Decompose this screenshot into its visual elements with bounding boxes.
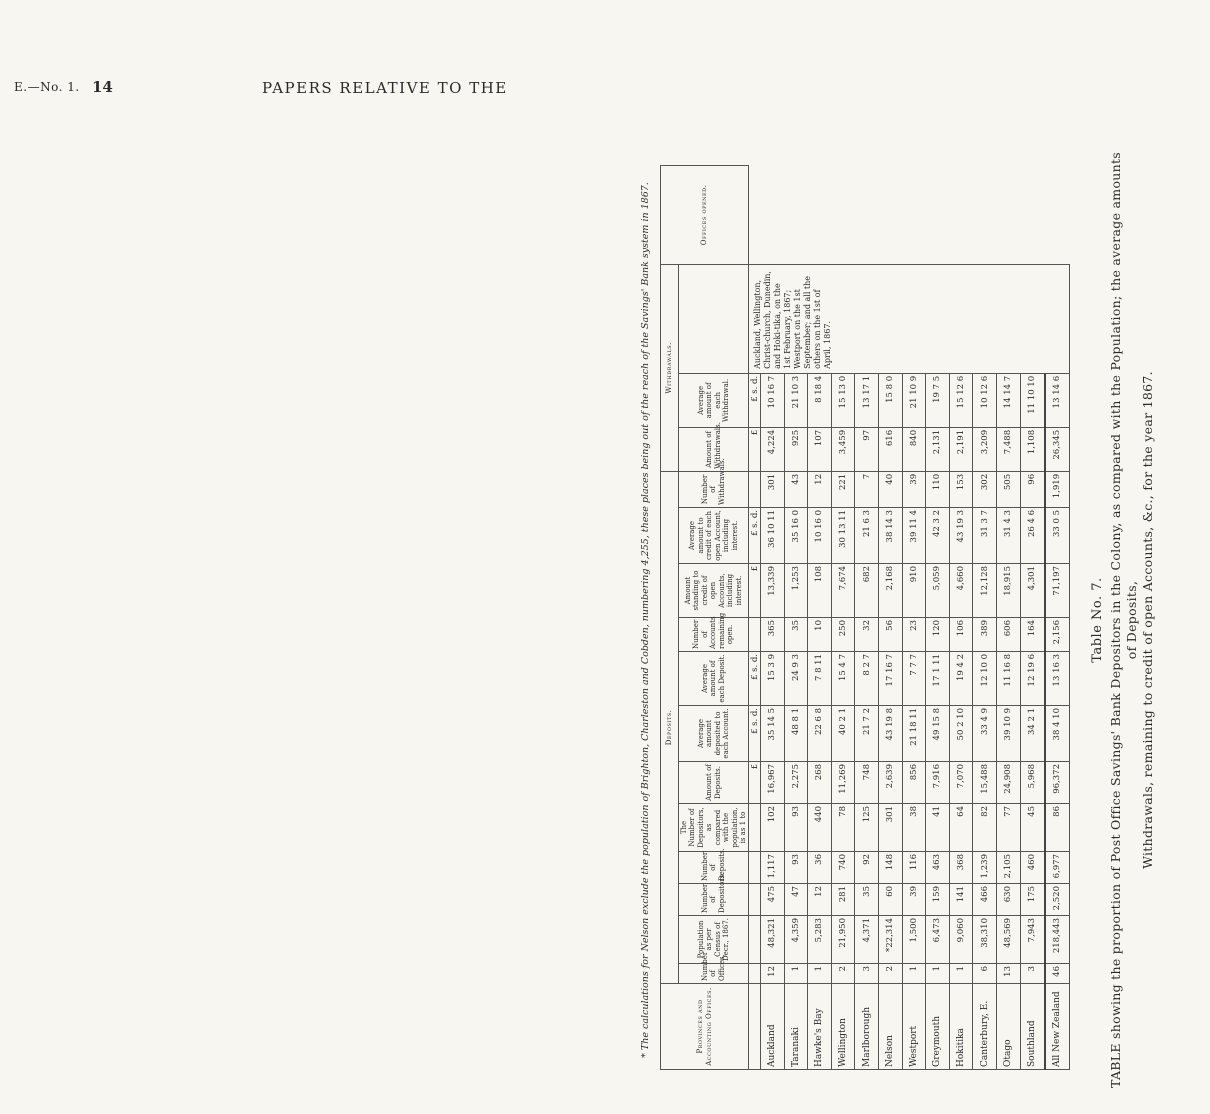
cell-proportion: 93 xyxy=(784,804,808,852)
cell-offices: 1 xyxy=(784,964,808,984)
header-num-offices: Number of Offices. xyxy=(679,964,749,984)
cell-amount: 96,372 xyxy=(1045,762,1070,804)
cell-standing: 108 xyxy=(808,564,832,618)
cell-depositors: 12 xyxy=(808,884,832,916)
cell-offices: 1 xyxy=(949,964,973,984)
cell-deposits: 368 xyxy=(949,852,973,884)
cell-standing: 682 xyxy=(855,564,879,618)
cell-open: 120 xyxy=(926,618,950,652)
cell-population: 48,569 xyxy=(996,916,1020,964)
unit-pound: £ xyxy=(749,762,761,804)
cell-offices: 13 xyxy=(996,964,1020,984)
cell-withdrawals: 43 xyxy=(784,471,808,507)
cell-avg-deposit: 24 9 3 xyxy=(784,652,808,706)
cell-population: 21,950 xyxy=(831,916,855,964)
cell-avg-w: 15 12 6 xyxy=(949,373,973,427)
cell-withdrawals: 110 xyxy=(926,471,950,507)
cell-proportion: 82 xyxy=(973,804,997,852)
cell-open: 365 xyxy=(761,618,785,652)
cell-depositors: 466 xyxy=(973,884,997,916)
cell-avg-credit: 31 3 7 xyxy=(973,508,997,564)
cell-offices: 2 xyxy=(878,964,902,984)
cell-population: 48,321 xyxy=(761,916,785,964)
province-name: Southland xyxy=(1020,984,1045,1070)
cell-avg-w: 13 17 1 xyxy=(855,373,879,427)
cell-standing: 4,301 xyxy=(1020,564,1045,618)
cell-offices: 3 xyxy=(1020,964,1045,984)
cell-depositors: 47 xyxy=(784,884,808,916)
cell-avg-account: 33 4 9 xyxy=(973,706,997,762)
header-num-accounts-open: Number of Accounts remaining open. xyxy=(679,618,749,652)
cell-amount: 5,968 xyxy=(1020,762,1045,804)
cell-offices: 1 xyxy=(808,964,832,984)
unit-lsd: £ s. d. xyxy=(749,706,761,762)
header-withdrawals-group: Withdrawals. xyxy=(661,264,679,471)
cell-avg-credit: 26 4 6 xyxy=(1020,508,1045,564)
cell-population: 4,371 xyxy=(855,916,879,964)
cell-avg-deposit: 7 7 7 xyxy=(902,652,926,706)
document-reference: E.—No. 1. xyxy=(14,80,80,94)
cell-deposits: 740 xyxy=(831,852,855,884)
cell-amount: 268 xyxy=(808,762,832,804)
cell-proportion: 41 xyxy=(926,804,950,852)
province-name: Marlborough xyxy=(855,984,879,1070)
cell-avg-credit: 21 6 3 xyxy=(855,508,879,564)
cell-withdrawals: 96 xyxy=(1020,471,1045,507)
cell-avg-account: 50 2 10 xyxy=(949,706,973,762)
table-body xyxy=(749,166,1070,1070)
cell-withdrawals: 39 xyxy=(902,471,926,507)
cell-deposits: 36 xyxy=(808,852,832,884)
cell-depositors: 141 xyxy=(949,884,973,916)
cell-amount-w: 1,108 xyxy=(1020,427,1045,471)
province-name: Hokitika xyxy=(949,984,973,1070)
cell-avg-w: 10 12 6 xyxy=(973,373,997,427)
table-caption xyxy=(1108,150,1156,1090)
header-num-withdrawals: Number of Withdrawals. xyxy=(679,471,749,507)
cell-open: 250 xyxy=(831,618,855,652)
cell-proportion: 64 xyxy=(949,804,973,852)
cell-avg-credit: 38 14 3 xyxy=(878,508,902,564)
cell-deposits: 116 xyxy=(902,852,926,884)
unit-pound: £ xyxy=(749,564,761,618)
cell-standing: 13,339 xyxy=(761,564,785,618)
cell-deposits: 1,239 xyxy=(973,852,997,884)
cell-avg-w: 8 18 4 xyxy=(808,373,832,427)
cell-deposits: 463 xyxy=(926,852,950,884)
units-row xyxy=(749,166,761,1070)
cell-open: 23 xyxy=(902,618,926,652)
cell-population: 5,283 xyxy=(808,916,832,964)
cell-standing: 1,253 xyxy=(784,564,808,618)
cell-avg-w: 10 16 7 xyxy=(761,373,785,427)
province-name: Canterbury, E. xyxy=(973,984,997,1070)
cell-open: 32 xyxy=(855,618,879,652)
cell-standing: 71,197 xyxy=(1045,564,1070,618)
cell-proportion: 45 xyxy=(1020,804,1045,852)
cell-open: 10 xyxy=(808,618,832,652)
cell-open: 606 xyxy=(996,618,1020,652)
cell-standing: 12,128 xyxy=(973,564,997,618)
footnote: * The calculations for Nelson exclude the population of Brighton, Charleston and Cobden, numbering 4,255, these places being out of the reach of the Savings' Bank system in 1867. xyxy=(640,182,651,1058)
cell-depositors: 60 xyxy=(878,884,902,916)
cell-amount-w: 616 xyxy=(878,427,902,471)
cell-population: 6,473 xyxy=(926,916,950,964)
cell-avg-deposit: 19 4 2 xyxy=(949,652,973,706)
cell-withdrawals: 12 xyxy=(808,471,832,507)
cell-withdrawals: 302 xyxy=(973,471,997,507)
cell-population: 9,060 xyxy=(949,916,973,964)
cell-open: 35 xyxy=(784,618,808,652)
cell-depositors: 2,520 xyxy=(1045,884,1070,916)
cell-deposits: 93 xyxy=(784,852,808,884)
cell-offices: 3 xyxy=(855,964,879,984)
savings-bank-table xyxy=(660,165,1070,1070)
header-num-deposits: Number of Deposits. xyxy=(679,852,749,884)
cell-open: 56 xyxy=(878,618,902,652)
header-avg-withdrawal: Average amount of each Withdrawal. xyxy=(679,373,749,427)
cell-population: *22,314 xyxy=(878,916,902,964)
header-amount-standing: Amount standing to credit of open Accounts, including interest. xyxy=(679,564,749,618)
cell-withdrawals: 301 xyxy=(761,471,785,507)
header-offices-opened: Offices opened. xyxy=(661,166,749,265)
header-amount-deposits: Amount of Deposits. xyxy=(679,762,749,804)
cell-avg-account: 40 2 1 xyxy=(831,706,855,762)
cell-depositors: 39 xyxy=(902,884,926,916)
cell-withdrawals: 7 xyxy=(855,471,879,507)
cell-avg-w: 11 10 10 xyxy=(1020,373,1045,427)
cell-depositors: 35 xyxy=(855,884,879,916)
unit-lsd: £ s. d. xyxy=(749,652,761,706)
cell-amount: 7,916 xyxy=(926,762,950,804)
cell-proportion: 440 xyxy=(808,804,832,852)
header-provinces: Provinces and Accounting Offices. xyxy=(661,984,749,1070)
cell-standing: 910 xyxy=(902,564,926,618)
province-name: Hawke's Bay xyxy=(808,984,832,1070)
cell-offices: 12 xyxy=(761,964,785,984)
cell-offices: 46 xyxy=(1045,964,1070,984)
cell-amount: 7,070 xyxy=(949,762,973,804)
cell-depositors: 281 xyxy=(831,884,855,916)
cell-avg-credit: 30 13 11 xyxy=(831,508,855,564)
cell-open: 389 xyxy=(973,618,997,652)
cell-proportion: 38 xyxy=(902,804,926,852)
province-name: Auckland xyxy=(761,984,785,1070)
header-population: Population as per Census of Decr., 1867. xyxy=(679,916,749,964)
table-number: Table No. 7. xyxy=(1090,577,1105,663)
cell-depositors: 159 xyxy=(926,884,950,916)
cell-avg-deposit: 15 4 7 xyxy=(831,652,855,706)
header-avg-each-deposit: Average amount of each Deposit. xyxy=(679,652,749,706)
cell-depositors: 175 xyxy=(1020,884,1045,916)
cell-withdrawals: 40 xyxy=(878,471,902,507)
cell-avg-credit: 10 16 0 xyxy=(808,508,832,564)
province-name: Westport xyxy=(902,984,926,1070)
cell-population: 218,443 xyxy=(1045,916,1070,964)
header-avg-per-account: Average amount deposited to each Account. xyxy=(679,706,749,762)
cell-avg-account: 43 19 8 xyxy=(878,706,902,762)
cell-amount-w: 2,131 xyxy=(926,427,950,471)
cell-avg-account: 35 14 5 xyxy=(761,706,785,762)
cell-proportion: 125 xyxy=(855,804,879,852)
cell-amount: 2,275 xyxy=(784,762,808,804)
cell-amount-w: 97 xyxy=(855,427,879,471)
cell-avg-deposit: 13 16 3 xyxy=(1045,652,1070,706)
province-name: Taranaki xyxy=(784,984,808,1070)
cell-standing: 18,915 xyxy=(996,564,1020,618)
cell-proportion: 301 xyxy=(878,804,902,852)
offices-opened-note: Auckland, Wellington, Christ-church, Dunedin, and Hoki-tika, on the 1st February, 1867; Westport on the 1st September; and all the others on the 1st of April, 1867. xyxy=(749,264,1070,373)
cell-depositors: 475 xyxy=(761,884,785,916)
cell-population: 4,359 xyxy=(784,916,808,964)
cell-offices: 1 xyxy=(902,964,926,984)
cell-amount-w: 925 xyxy=(784,427,808,471)
header-avg-credit: Average amount to credit of each open Account, including interest. xyxy=(679,508,749,564)
cell-proportion: 78 xyxy=(831,804,855,852)
cell-standing: 4,660 xyxy=(949,564,973,618)
cell-offices: 6 xyxy=(973,964,997,984)
cell-avg-w: 21 10 9 xyxy=(902,373,926,427)
cell-withdrawals: 505 xyxy=(996,471,1020,507)
province-name: Nelson xyxy=(878,984,902,1070)
cell-open: 106 xyxy=(949,618,973,652)
cell-avg-deposit: 12 19 6 xyxy=(1020,652,1045,706)
cell-standing: 7,674 xyxy=(831,564,855,618)
cell-avg-account: 38 4 10 xyxy=(1045,706,1070,762)
cell-amount: 856 xyxy=(902,762,926,804)
cell-proportion: 86 xyxy=(1045,804,1070,852)
cell-avg-w: 21 10 3 xyxy=(784,373,808,427)
running-title: PAPERS RELATIVE TO THE xyxy=(262,79,508,97)
province-name: Otago xyxy=(996,984,1020,1070)
cell-amount-w: 107 xyxy=(808,427,832,471)
cell-offices: 1 xyxy=(926,964,950,984)
province-name: Wellington xyxy=(831,984,855,1070)
cell-avg-account: 21 18 11 xyxy=(902,706,926,762)
cell-avg-w: 13 14 6 xyxy=(1045,373,1070,427)
cell-amount: 15,488 xyxy=(973,762,997,804)
cell-amount: 16,967 xyxy=(761,762,785,804)
cell-avg-w: 15 8 0 xyxy=(878,373,902,427)
caption-line-1: TABLE showing the proportion of Post Office Savings' Bank Depositors in the Colony, as compared with the Population; the average amounts of Deposits, xyxy=(1108,151,1139,1089)
unit-pound: £ xyxy=(749,427,761,471)
cell-avg-deposit: 11 16 8 xyxy=(996,652,1020,706)
cell-avg-account: 22 6 8 xyxy=(808,706,832,762)
cell-withdrawals: 221 xyxy=(831,471,855,507)
cell-avg-account: 21 7 2 xyxy=(855,706,879,762)
unit-lsd: £ s. d. xyxy=(749,373,761,427)
cell-deposits: 92 xyxy=(855,852,879,884)
cell-depositors: 630 xyxy=(996,884,1020,916)
cell-avg-credit: 39 11 4 xyxy=(902,508,926,564)
cell-amount-w: 4,224 xyxy=(761,427,785,471)
cell-avg-w: 19 7 5 xyxy=(926,373,950,427)
cell-avg-credit: 33 0 5 xyxy=(1045,508,1070,564)
cell-avg-account: 48 8 1 xyxy=(784,706,808,762)
cell-avg-credit: 31 4 3 xyxy=(996,508,1020,564)
cell-avg-credit: 36 10 11 xyxy=(761,508,785,564)
cell-deposits: 460 xyxy=(1020,852,1045,884)
cell-amount: 11,269 xyxy=(831,762,855,804)
cell-standing: 5,059 xyxy=(926,564,950,618)
cell-avg-w: 15 13 0 xyxy=(831,373,855,427)
cell-offices: 2 xyxy=(831,964,855,984)
cell-avg-deposit: 15 3 9 xyxy=(761,652,785,706)
cell-population: 38,310 xyxy=(973,916,997,964)
page-number: 14 xyxy=(92,78,113,96)
cell-open: 2,156 xyxy=(1045,618,1070,652)
cell-amount: 24,908 xyxy=(996,762,1020,804)
rotated-table-page xyxy=(630,150,1210,1090)
cell-amount-w: 26,345 xyxy=(1045,427,1070,471)
province-name: Greymouth xyxy=(926,984,950,1070)
cell-avg-deposit: 17 16 7 xyxy=(878,652,902,706)
cell-avg-credit: 43 19 3 xyxy=(949,508,973,564)
cell-amount: 2,639 xyxy=(878,762,902,804)
cell-amount-w: 840 xyxy=(902,427,926,471)
cell-amount-w: 3,459 xyxy=(831,427,855,471)
page-header xyxy=(0,78,700,102)
cell-avg-deposit: 12 10 0 xyxy=(973,652,997,706)
cell-amount-w: 3,209 xyxy=(973,427,997,471)
cell-proportion: 102 xyxy=(761,804,785,852)
cell-open: 164 xyxy=(1020,618,1045,652)
unit-lsd: £ s. d. xyxy=(749,508,761,564)
cell-avg-account: 34 2 1 xyxy=(1020,706,1045,762)
header-deposits-group: Deposits. xyxy=(661,471,679,983)
cell-deposits: 6,977 xyxy=(1045,852,1070,884)
caption-line-2: Withdrawals, remaining to credit of open Accounts, &c., for the year 1867. xyxy=(1140,371,1155,869)
cell-amount-w: 7,488 xyxy=(996,427,1020,471)
province-name: All New Zealand xyxy=(1045,984,1070,1070)
cell-deposits: 148 xyxy=(878,852,902,884)
cell-withdrawals: 153 xyxy=(949,471,973,507)
cell-withdrawals: 1,919 xyxy=(1045,471,1070,507)
cell-avg-account: 39 10 9 xyxy=(996,706,1020,762)
cell-deposits: 1,117 xyxy=(761,852,785,884)
cell-proportion: 77 xyxy=(996,804,1020,852)
cell-avg-deposit: 7 8 11 xyxy=(808,652,832,706)
cell-avg-credit: 42 3 2 xyxy=(926,508,950,564)
cell-standing: 2,168 xyxy=(878,564,902,618)
cell-amount-w: 2,191 xyxy=(949,427,973,471)
cell-deposits: 2,105 xyxy=(996,852,1020,884)
cell-avg-deposit: 8 2 7 xyxy=(855,652,879,706)
cell-amount: 748 xyxy=(855,762,879,804)
header-amount-withdrawals: Amount of Withdrawals. xyxy=(679,427,749,471)
cell-avg-account: 49 15 8 xyxy=(926,706,950,762)
cell-avg-w: 14 14 7 xyxy=(996,373,1020,427)
cell-avg-credit: 35 16 0 xyxy=(784,508,808,564)
header-num-depositors: Number of Depositors. xyxy=(679,884,749,916)
header-proportion: The Number of Depositors, as compared with the population, is as 1 to xyxy=(679,804,749,852)
cell-avg-deposit: 17 1 11 xyxy=(926,652,950,706)
cell-population: 1,500 xyxy=(902,916,926,964)
cell-population: 7,943 xyxy=(1020,916,1045,964)
